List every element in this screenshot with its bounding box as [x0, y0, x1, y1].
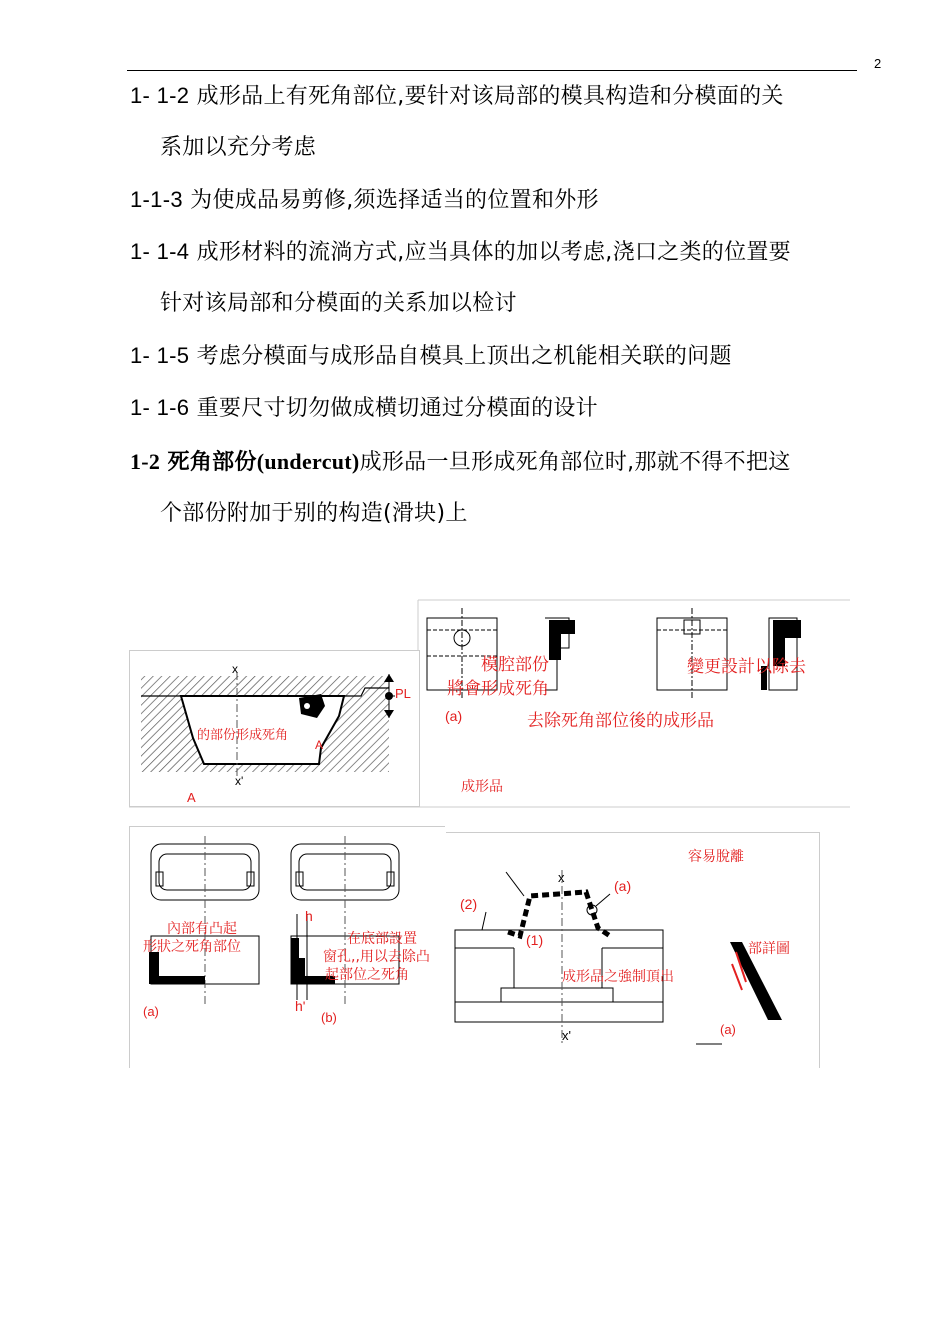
subfigure-a-label: (a)	[445, 708, 463, 724]
mark-1-label: (1)	[526, 932, 544, 948]
paragraph-1-1-6	[130, 382, 598, 435]
undercut-label: 的部份形成死角	[197, 728, 289, 743]
section-title: 死角部份(undercut)	[167, 449, 360, 474]
dimension-h-prime-label: h'	[295, 998, 306, 1014]
internal-undercut-label-1: 內部有凸起	[167, 921, 237, 937]
axis-x-prime-label: x'	[562, 1028, 571, 1043]
paragraph-text: 成形品上有死角部位,要针对该局部的模具构造和分模面的关	[196, 84, 784, 109]
window-hole-label-1: 在底部設置	[347, 931, 417, 947]
paragraph-1-1-2	[130, 70, 784, 123]
internal-undercut-label-2: 形狀之死角部位	[143, 939, 241, 955]
figure-undercut-mold	[129, 598, 850, 808]
paragraph-text: 为使成品易剪修,须选择适当的位置和外形	[190, 188, 599, 213]
molded-part-label: 成形品	[461, 779, 503, 795]
window-hole-label-2: 窗孔,,用以去除凸	[323, 949, 430, 965]
axis-x-label: x	[558, 870, 565, 885]
subfigure-b-label: (b)	[321, 1010, 337, 1025]
page-number: 2	[874, 56, 882, 71]
paragraph-1-1-4-continuation: 针对该局部和分模面的关系加以检讨	[160, 291, 517, 316]
removed-undercut-caption: 去除死角部位後的成形品	[527, 711, 714, 731]
section-a-small-label: A	[315, 738, 324, 752]
forced-ejection-label: 成形品之強制頂出	[562, 969, 674, 985]
subfigure-a-label: (a)	[143, 1004, 159, 1019]
paragraph-text: 考虑分模面与成形品自模具上顶出之机能相关联的问题	[196, 344, 732, 369]
mark-a-label: (a)	[614, 878, 632, 894]
section-1-2-continuation: 个部份附加于别的构造(滑块)上	[160, 501, 468, 526]
easy-release-label: 容易脫離	[688, 849, 744, 865]
section-1-2-heading	[130, 436, 791, 489]
paragraph-1-1-5	[130, 330, 732, 383]
cavity-label-2: 將會形成死角	[447, 679, 549, 699]
change-design-label: 變更設計以除去	[687, 657, 806, 677]
paragraph-text: 成形材料的流淌方式,应当具体的加以考虑,浇口之类的位置要	[196, 240, 791, 265]
mark-2-label: (2)	[460, 896, 478, 912]
figure-internal-undercut	[129, 826, 445, 1068]
paragraph-number: 1- 1-5	[130, 343, 190, 368]
section-a-label: A	[187, 790, 196, 805]
paragraph-number: 1- 1-6	[130, 395, 190, 420]
paragraph-1-1-2-continuation: 系加以充分考虑	[160, 135, 317, 160]
section-text: 成形品一旦形成死角部位时,那就不得不把这	[359, 450, 791, 475]
axis-x-label: x	[232, 662, 238, 676]
paragraph-text: 重要尺寸切勿做成横切通过分模面的设计	[196, 396, 598, 421]
axis-x-prime-label: x'	[235, 774, 244, 788]
paragraph-number: 1- 1-2	[130, 83, 190, 108]
paragraph-number: 1-1-3	[130, 187, 183, 212]
paragraph-1-1-4	[130, 226, 791, 279]
figure-forced-ejection	[446, 832, 820, 1068]
paragraph-number: 1- 1-4	[130, 239, 190, 264]
paragraph-1-1-3	[130, 174, 599, 227]
detail-view-label: 部詳圖	[748, 941, 790, 957]
cavity-label-1: 模腔部份	[481, 655, 549, 675]
subfigure-a-label: (a)	[720, 1022, 736, 1037]
window-hole-label-3: 起部位之死角	[325, 967, 409, 983]
dimension-h-label: h	[305, 908, 313, 924]
section-number: 1-2	[130, 449, 161, 474]
parting-line-label: PL	[395, 686, 411, 701]
